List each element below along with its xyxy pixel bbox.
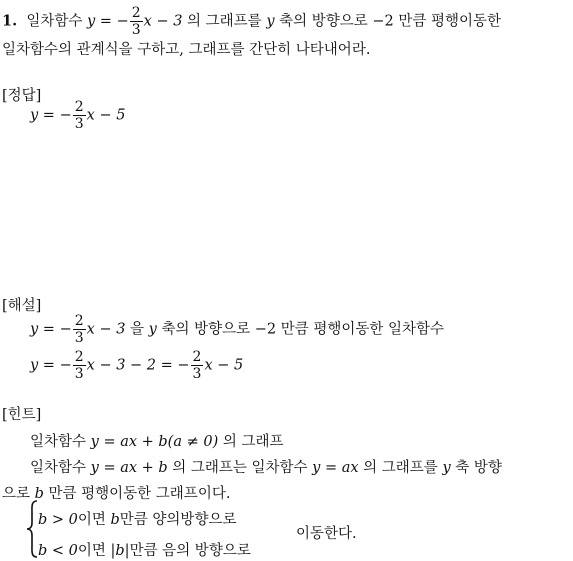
explanation-text: 을 bbox=[130, 321, 145, 338]
fraction bbox=[191, 350, 204, 381]
explanation-line-2 bbox=[30, 350, 243, 381]
hint-label: [힌트] bbox=[2, 407, 42, 423]
hint-text: 만큼 평행이동한 그래프이다. bbox=[48, 486, 231, 502]
case-2 bbox=[38, 539, 251, 560]
math-op: = − bbox=[38, 321, 72, 338]
math-expr: x − 5 bbox=[86, 107, 126, 124]
math-expr: x − 3 bbox=[86, 321, 126, 338]
frac-num: 2 bbox=[74, 349, 84, 365]
fraction bbox=[73, 350, 86, 381]
hint-text: 만큼 양의방향으로 bbox=[119, 512, 237, 528]
hint-text: 이면 bbox=[77, 543, 106, 559]
math-var: y bbox=[87, 13, 96, 30]
explanation-text: 축의 방향으로 −2 만큼 평행이동한 일차함수 bbox=[161, 321, 445, 338]
hint-text: 축 방향 bbox=[455, 460, 502, 476]
problem-line-2: 일차함수의 관계식을 구하고, 그래프를 간단히 나타내어라. bbox=[2, 42, 371, 58]
hint-text: 만큼 음의 방향으로 bbox=[129, 543, 251, 559]
problem-text: 일차함수 bbox=[26, 13, 83, 30]
math-expr: x − 3 − 2 = − bbox=[86, 357, 190, 374]
problem-number: 1. bbox=[2, 12, 18, 30]
frac-den: 3 bbox=[74, 330, 84, 346]
math-expr: x − 3 bbox=[143, 13, 183, 30]
math-op: = − bbox=[38, 107, 72, 124]
case-conclusion: 이동한다. bbox=[296, 526, 357, 542]
frac-num: 2 bbox=[74, 99, 84, 115]
math-expr: y = ax + b(a ≠ 0) bbox=[90, 434, 219, 450]
math-var: b bbox=[34, 486, 44, 502]
frac-den: 3 bbox=[192, 366, 202, 382]
hint-text: 이면 bbox=[77, 512, 106, 528]
math-expr: y = ax + b bbox=[90, 460, 168, 476]
math-var: y bbox=[148, 321, 157, 338]
math-var: y bbox=[30, 107, 39, 124]
frac-num: 2 bbox=[74, 313, 84, 329]
problem-text: 축의 방향으로 −2 만큼 평행이동한 bbox=[279, 13, 502, 30]
problem-text: 의 그래프를 bbox=[187, 13, 262, 30]
frac-num: 2 bbox=[192, 349, 202, 365]
math-var: y bbox=[442, 460, 451, 476]
hint-text: 일차함수 bbox=[30, 434, 87, 450]
math-expr: b < 0 bbox=[38, 543, 78, 559]
answer-label: [정답] bbox=[2, 88, 42, 104]
math-op: = − bbox=[95, 13, 129, 30]
hint-text: 의 그래프를 bbox=[363, 460, 438, 476]
frac-den: 3 bbox=[131, 22, 141, 38]
math-var: b bbox=[110, 512, 120, 528]
math-expr: y = ax bbox=[312, 460, 359, 476]
math-expr: x − 5 bbox=[204, 357, 244, 374]
math-expr: |b| bbox=[110, 543, 130, 559]
math-op: = − bbox=[38, 357, 72, 374]
fraction bbox=[73, 100, 86, 131]
hint-text: 으로 bbox=[2, 486, 31, 502]
cases-brace bbox=[25, 499, 39, 559]
math-var: y bbox=[30, 321, 39, 338]
math-var: y bbox=[266, 13, 275, 30]
hint-text: 의 그래프는 일차함수 bbox=[172, 460, 308, 476]
frac-den: 3 bbox=[74, 366, 84, 382]
hint-text: 의 그래프 bbox=[222, 434, 284, 450]
answer-equation bbox=[30, 100, 125, 131]
explanation-label: [해설] bbox=[2, 298, 42, 314]
hint-text: 일차함수 bbox=[30, 460, 87, 476]
math-expr: b > 0 bbox=[38, 512, 78, 528]
case-1 bbox=[38, 508, 236, 529]
explanation-line-1 bbox=[30, 314, 444, 345]
hint-line-2 bbox=[30, 456, 502, 477]
fraction bbox=[73, 314, 86, 345]
frac-num: 2 bbox=[131, 5, 141, 21]
frac-den: 3 bbox=[74, 116, 84, 132]
hint-line-1 bbox=[30, 430, 283, 451]
math-var: y bbox=[30, 357, 39, 374]
problem-line-1 bbox=[2, 6, 501, 37]
fraction bbox=[130, 6, 143, 37]
